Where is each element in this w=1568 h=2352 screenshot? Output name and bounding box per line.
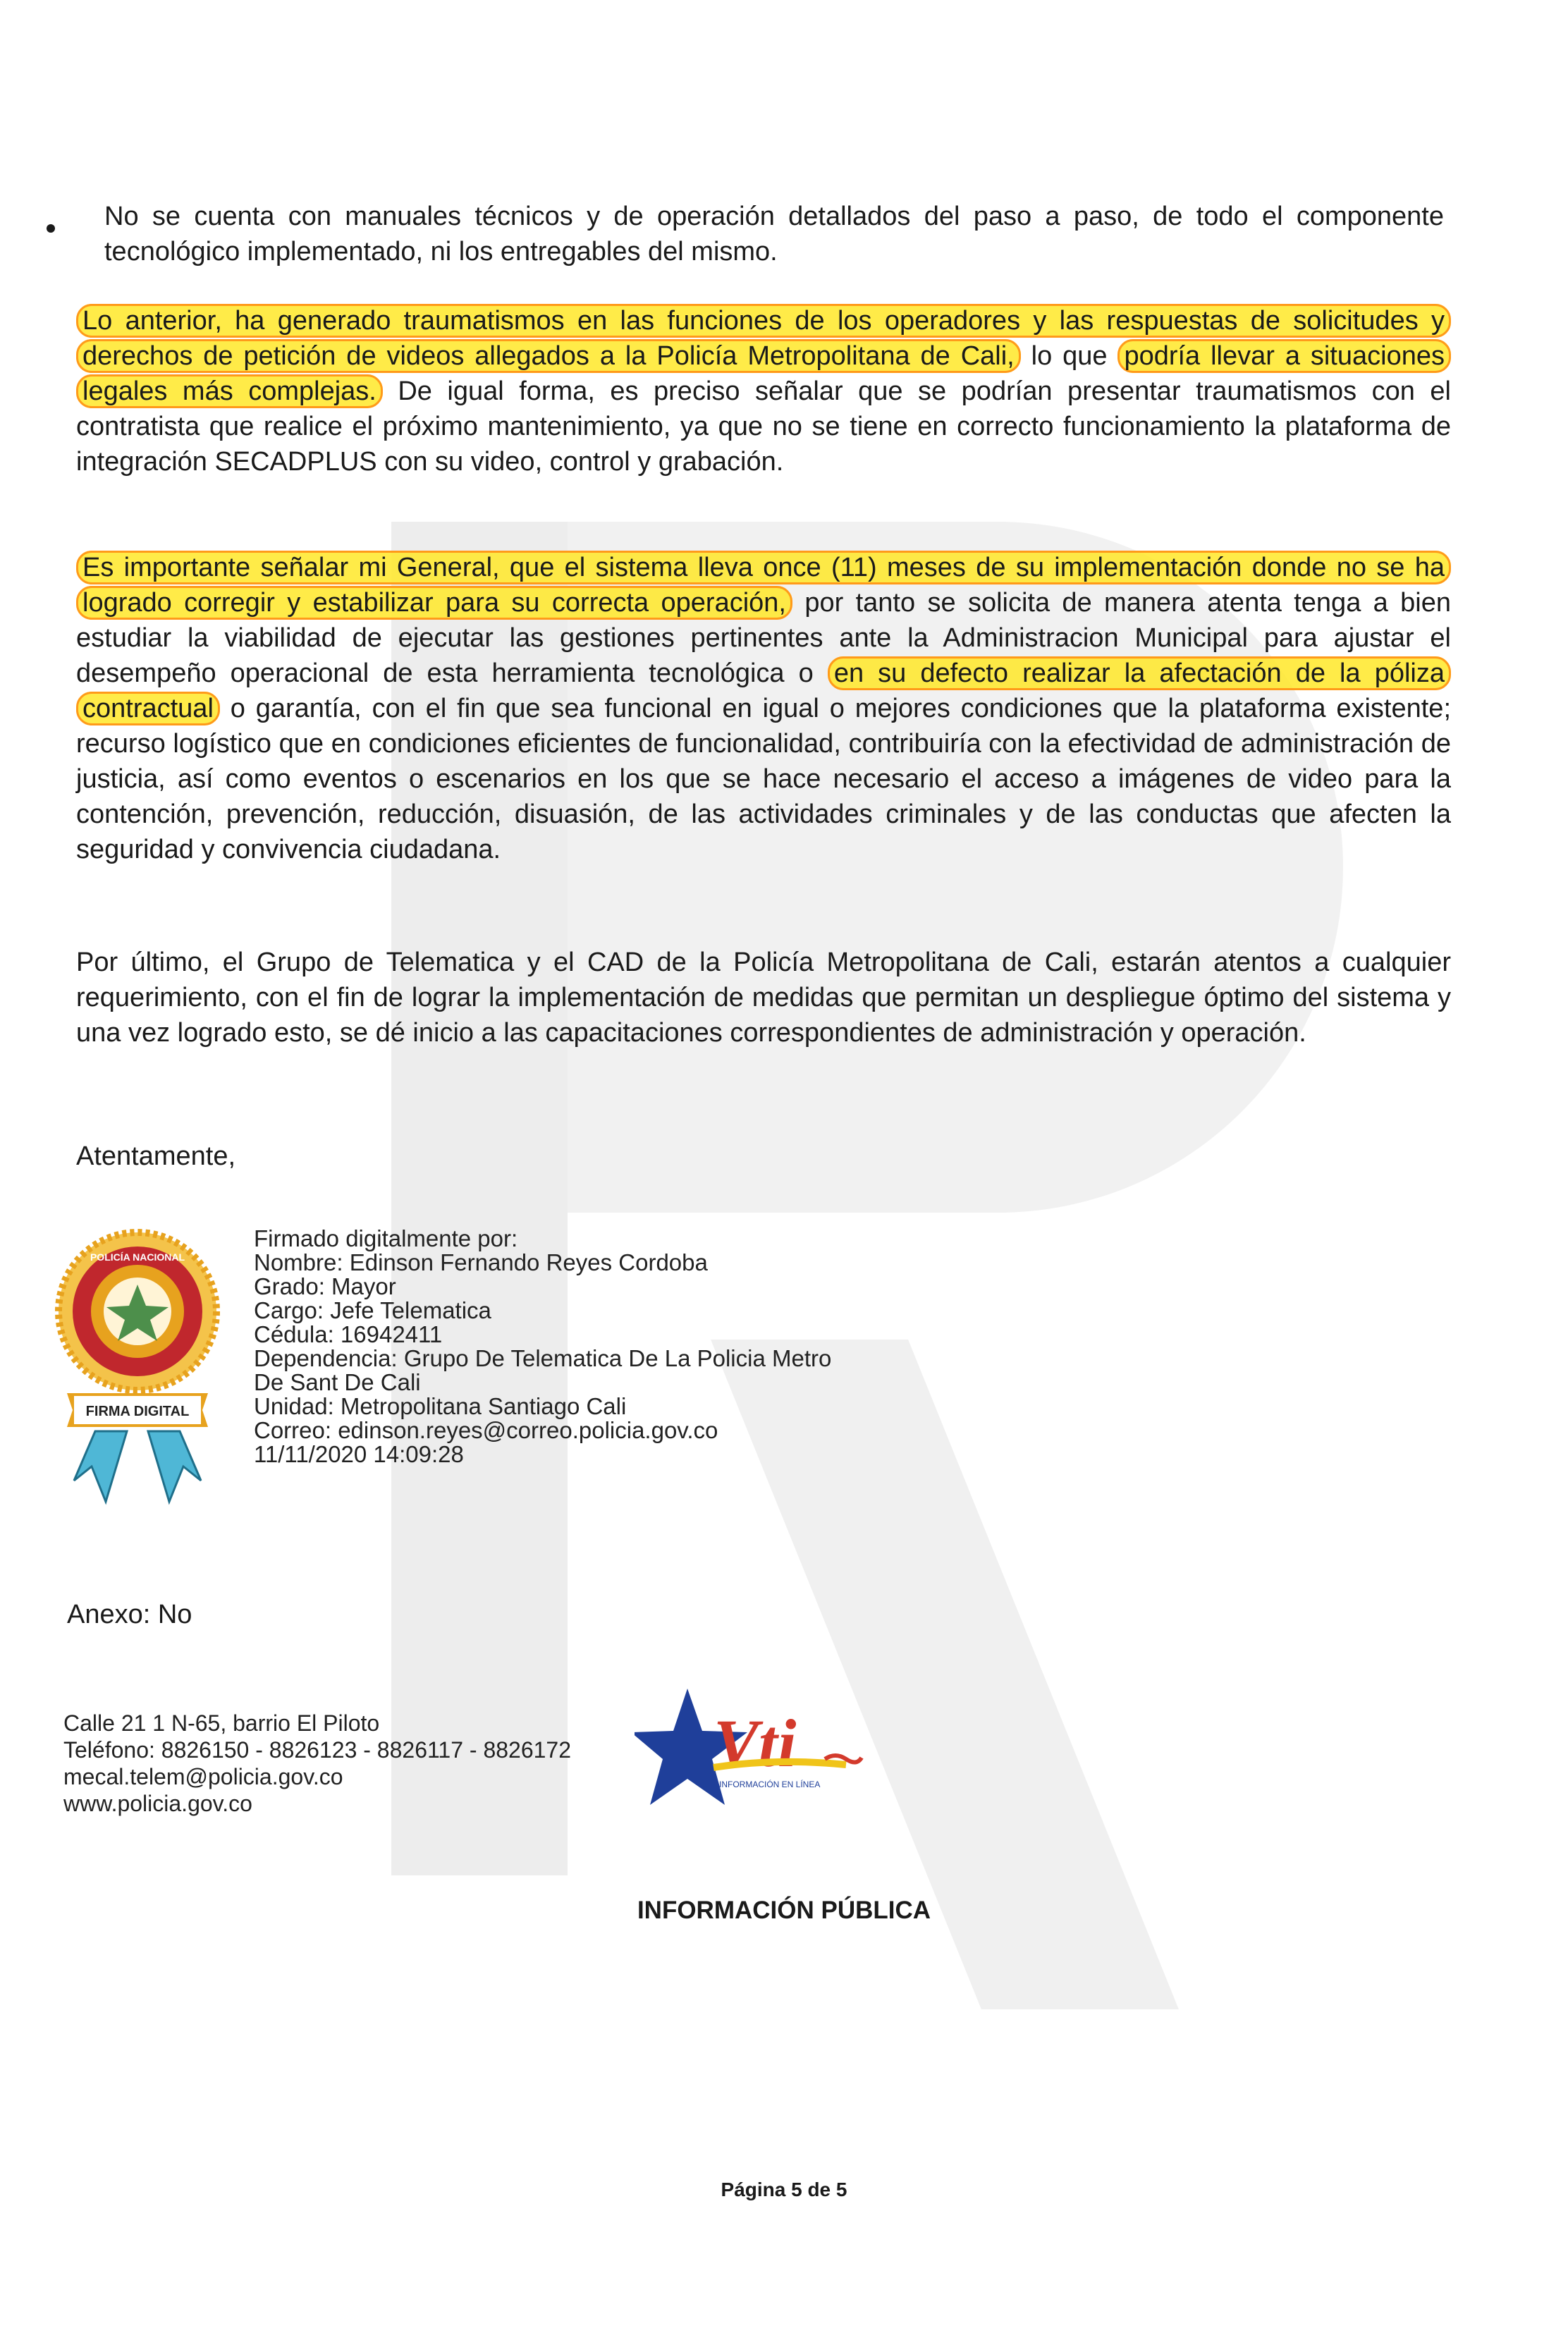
highlight-2a: Es importante señalar mi General, que el sistema lleva once (11) meses de su implementación donde no se ha logrado corregir y estabilizar para su correcta operación, xyxy=(76,551,1451,620)
highlight-2b: en su defecto realizar la afectación de la póliza contractual xyxy=(76,656,1451,725)
signature-line: De Sant De Cali xyxy=(254,1369,421,1395)
signature-line: Cargo: Jefe Telematica xyxy=(254,1297,491,1323)
highlight-1b: podría llevar a situaciones legales más complejas. xyxy=(76,339,1451,408)
paragraph-1 xyxy=(76,303,1451,479)
annex-text: Anexo: No xyxy=(67,1600,192,1629)
paragraph-1-text-a: lo que xyxy=(1020,341,1118,371)
vti-logo-subtext: INFORMACIÓN EN LÍNEA xyxy=(719,1780,821,1789)
signature-line: Correo: edinson.reyes@correo.policia.gov.co xyxy=(254,1417,718,1443)
closing-text: Atentamente, xyxy=(76,1141,236,1171)
paragraph-2 xyxy=(76,550,1451,867)
signature-details xyxy=(254,1227,831,1466)
seal-ribbon-label: FIRMA DIGITAL xyxy=(85,1404,190,1419)
signature-line: Unidad: Metropolitana Santiago Cali xyxy=(254,1393,627,1419)
footer-web: www.policia.gov.co xyxy=(63,1791,252,1816)
paragraph-2-text-a: por tanto se solicita de manera atenta tenga a bien estudiar la viabilidad de ejecutar las gestiones pertinentes ante la Administracion Municipal para ajustar el desempeño operacional de esta herramienta tecnológica o xyxy=(76,588,1451,688)
page-number: Página 5 de 5 xyxy=(721,2179,847,2200)
paragraph-3: Por último, el Grupo de Telematica y el CAD de la Policía Metropolitana de Cali, estarán atentos a cualquier requerimiento, con el fin de lograr la implementación de medidas que permitan un despliegue óptimo del sistema y una vez logrado esto, se dé inicio a las capacitaciones correspondientes de administración y operación. xyxy=(76,948,1451,1048)
bullet-item: No se cuenta con manuales técnicos y de operación detallados del paso a paso, de todo el componente tecnológico implementado, ni los entregables del mismo. xyxy=(104,202,1444,267)
vti-logo-icon xyxy=(635,1682,867,1823)
seal-ring-text: POLICÍA NACIONAL xyxy=(90,1251,185,1263)
vti-logo-text: Vti xyxy=(713,1705,797,1781)
paragraph-2-text-b: o garantía, con el fin que sea funcional en igual o mejores condiciones que la plataforma existente; recurso logístico que en condiciones eficientes de funcionalidad, contribuiría con la efectividad de administración de justicia, así como eventos o escenarios en los que se hace necesario el acceso a imágenes de video para la contención, prevención, reducción, disuasión, de las actividades criminales y de las conductas que afecten la seguridad y convivencia ciudadana. xyxy=(76,694,1451,864)
signature-line: 11/11/2020 14:09:28 xyxy=(254,1441,464,1467)
footer-contact xyxy=(63,1710,571,1817)
footer-phone: Teléfono: 8826150 - 8826123 - 8826117 - 8826172 xyxy=(63,1737,572,1763)
signature-line: Cédula: 16942411 xyxy=(254,1321,443,1347)
footer-address: Calle 21 1 N-65, barrio El Piloto xyxy=(63,1710,380,1736)
signature-line: Firmado digitalmente por: xyxy=(254,1225,518,1251)
signature-line: Dependencia: Grupo De Telematica De La Policia Metro xyxy=(254,1345,832,1371)
digital-signature-seal-icon xyxy=(46,1227,229,1509)
classification-label: INFORMACIÓN PÚBLICA xyxy=(637,1897,931,1924)
signature-line: Grado: Mayor xyxy=(254,1273,396,1299)
paragraph-1-text-b: De igual forma, es preciso señalar que se podrían presentar traumatismos con el contratista que realice el próximo mantenimiento, ya que no se tiene en correcto funcionamiento la plataforma de integración SECADPLUS con su video, control y grabación. xyxy=(76,376,1451,477)
signature-line: Nombre: Edinson Fernando Reyes Cordoba xyxy=(254,1249,708,1275)
bullet-dot xyxy=(47,224,55,233)
footer-email: mecal.telem@policia.gov.co xyxy=(63,1764,343,1789)
highlight-1a: Lo anterior, ha generado traumatismos en las funciones de los operadores y las respuestas de solicitudes y derechos de petición de videos allegados a la Policía Metropolitana de Cali, xyxy=(76,304,1451,373)
